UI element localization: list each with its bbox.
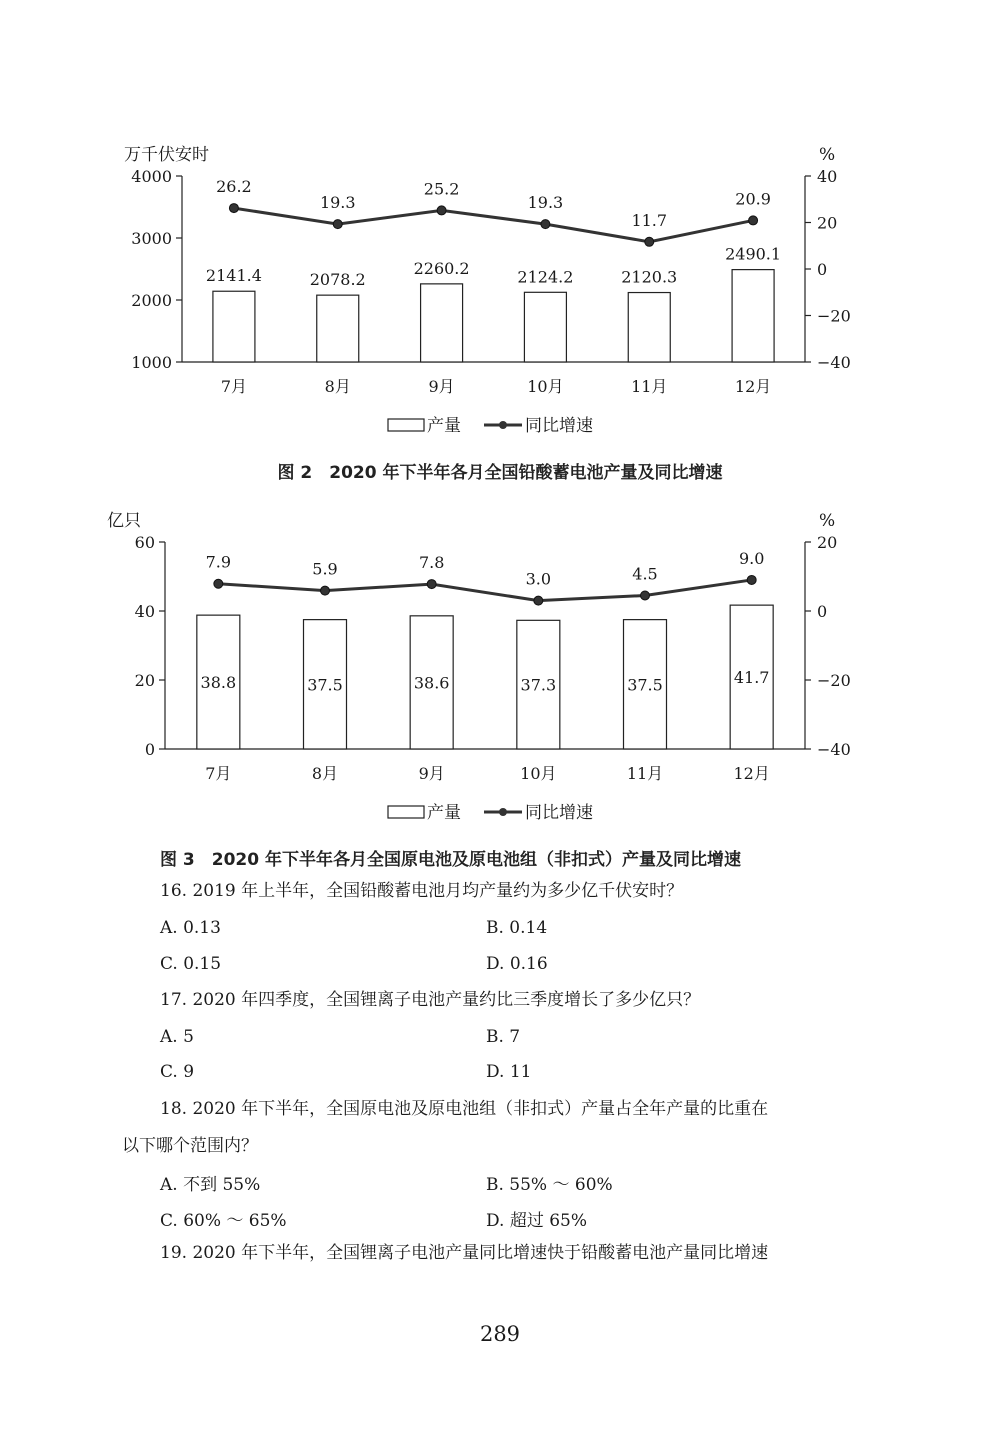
production-value-label: 37.5	[627, 675, 663, 695]
right-tick-label: −20	[817, 306, 851, 326]
growth-rate-value-label: 20.9	[735, 189, 771, 209]
production-value-label: 37.3	[520, 675, 557, 695]
production-value-label: 2141.4	[205, 266, 262, 286]
legend-bar-swatch	[388, 419, 424, 431]
right-tick-label: 20	[817, 213, 838, 233]
growth-rate-value-label: 11.7	[631, 210, 668, 230]
production-value-label: 38.6	[413, 673, 450, 693]
month-tick-label: 11月	[631, 377, 668, 396]
growth-rate-value-label: 19.3	[527, 193, 564, 213]
production-value-label: 2120.3	[621, 267, 678, 287]
growth-rate-point	[749, 216, 758, 225]
legend-line-marker	[499, 808, 507, 816]
growth-rate-value-label: 25.2	[423, 179, 460, 199]
growth-rate-value-label: 19.3	[319, 193, 356, 213]
month-tick-label: 10月	[520, 764, 557, 783]
production-value-label: 2490.1	[725, 244, 782, 264]
growth-rate-value-label: 7.9	[205, 552, 232, 572]
question-17-option-a: A. 5	[160, 1027, 194, 1047]
question-17-option-c: C. 9	[160, 1062, 195, 1082]
question-16-option-c: C. 0.15	[160, 954, 222, 974]
legend-line-label: 同比增速	[525, 803, 593, 823]
growth-rate-point	[541, 220, 550, 229]
left-tick-label: 3000	[131, 229, 172, 248]
question-18-option-d: D. 超过 65%	[486, 1211, 588, 1231]
month-tick-label: 7月	[220, 377, 248, 396]
growth-rate-line	[234, 208, 753, 242]
right-tick-label: 0	[817, 602, 828, 621]
growth-rate-point	[333, 220, 342, 229]
production-value-label: 38.8	[200, 673, 237, 693]
question-18-stem-line1: 18. 2020 年下半年，全国原电池及原电池组（非扣式）产量占全年产量的比重在	[160, 1099, 769, 1119]
page-number: 289	[479, 1322, 521, 1346]
production-value-label: 37.5	[307, 675, 343, 695]
production-bar	[421, 284, 463, 362]
right-axis-unit: %	[819, 145, 836, 165]
growth-rate-value-label: 4.5	[632, 564, 658, 584]
growth-rate-point	[214, 579, 223, 588]
legend-line-marker	[499, 421, 507, 429]
left-tick-label: 4000	[131, 167, 172, 186]
production-bar	[732, 270, 774, 362]
growth-rate-value-label: 9.0	[738, 548, 765, 568]
question-17-option-b: B. 7	[486, 1027, 521, 1047]
left-tick-label: 40	[134, 602, 155, 621]
figure-2-caption: 图 2 2020 年下半年各月全国铅酸蓄电池产量及同比增速	[277, 463, 723, 483]
legend-line-label: 同比增速	[525, 416, 593, 436]
month-tick-label: 10月	[527, 377, 564, 396]
question-18-option-a: A. 不到 55%	[160, 1175, 261, 1195]
right-tick-label: 40	[817, 167, 838, 186]
question-18-option-b: B. 55% ～ 60%	[486, 1175, 613, 1195]
left-axis-unit: 亿只	[107, 511, 141, 531]
right-axis-unit: %	[819, 511, 836, 531]
month-tick-label: 11月	[626, 764, 664, 783]
left-tick-label: 2000	[131, 291, 172, 310]
question-19-stem: 19. 2020 年下半年，全国锂离子电池产量同比增速快于铅酸蓄电池产量同比增速	[160, 1243, 769, 1263]
right-tick-label: 20	[817, 533, 838, 552]
growth-rate-value-label: 5.9	[312, 559, 338, 579]
question-18-stem-line2: 以下哪个范围内？	[122, 1136, 258, 1156]
month-tick-label: 8月	[311, 764, 339, 783]
right-tick-label: 0	[817, 260, 828, 279]
month-tick-label: 7月	[205, 764, 232, 783]
production-value-label: 41.7	[733, 668, 770, 688]
growth-rate-value-label: 7.8	[418, 553, 445, 573]
question-16-option-d: D. 0.16	[486, 954, 548, 974]
legend-bar-label: 产量	[427, 416, 461, 436]
legend-bar-label: 产量	[427, 803, 461, 823]
production-bar	[628, 293, 670, 362]
growth-rate-point	[645, 237, 654, 246]
growth-rate-point	[437, 206, 446, 215]
right-tick-label: −20	[817, 671, 851, 690]
primary-battery-chart	[0, 496, 1000, 826]
question-18-option-c: C. 60% ～ 65%	[160, 1211, 287, 1231]
question-16-option-a: A. 0.13	[160, 918, 221, 938]
right-tick-label: −40	[817, 353, 851, 372]
question-17-stem: 17. 2020 年四季度，全国锂离子电池产量约比三季度增长了多少亿只？	[160, 990, 701, 1010]
production-bar	[317, 295, 359, 362]
growth-rate-value-label: 26.2	[216, 177, 252, 197]
month-tick-label: 12月	[734, 377, 772, 396]
growth-rate-point	[229, 204, 238, 213]
production-value-label: 2124.2	[517, 267, 574, 287]
question-16-stem: 16. 2019 年上半年，全国铅酸蓄电池月均产量约为多少亿千伏安时？	[160, 881, 684, 901]
legend-bar-swatch	[388, 806, 424, 818]
month-tick-label: 12月	[733, 764, 770, 783]
growth-rate-value-label: 3.0	[525, 569, 552, 589]
left-axis-unit: 万千伏安时	[124, 145, 209, 165]
growth-rate-point	[534, 596, 543, 605]
production-bar	[524, 292, 566, 362]
left-tick-label: 20	[134, 671, 155, 690]
question-16-option-b: B. 0.14	[486, 918, 548, 938]
right-tick-label: −40	[817, 740, 851, 759]
question-17-option-d: D. 11	[486, 1062, 532, 1082]
growth-rate-point	[427, 580, 436, 589]
left-tick-label: 1000	[131, 353, 172, 372]
production-value-label: 2260.2	[413, 258, 470, 278]
month-tick-label: 9月	[418, 764, 445, 783]
growth-rate-point	[321, 586, 330, 595]
lead-acid-battery-chart	[0, 130, 1000, 455]
month-tick-label: 8月	[324, 377, 351, 396]
growth-rate-point	[747, 575, 756, 584]
production-value-label: 2078.2	[309, 270, 366, 290]
growth-rate-line	[218, 580, 751, 601]
left-tick-label: 60	[134, 533, 155, 552]
month-tick-label: 9月	[428, 377, 455, 396]
figure-3-caption: 图 3 2020 年下半年各月全国原电池及原电池组（非扣式）产量及同比增速	[160, 850, 741, 870]
left-tick-label: 0	[144, 740, 155, 759]
production-bar	[213, 291, 255, 362]
growth-rate-point	[641, 591, 650, 600]
